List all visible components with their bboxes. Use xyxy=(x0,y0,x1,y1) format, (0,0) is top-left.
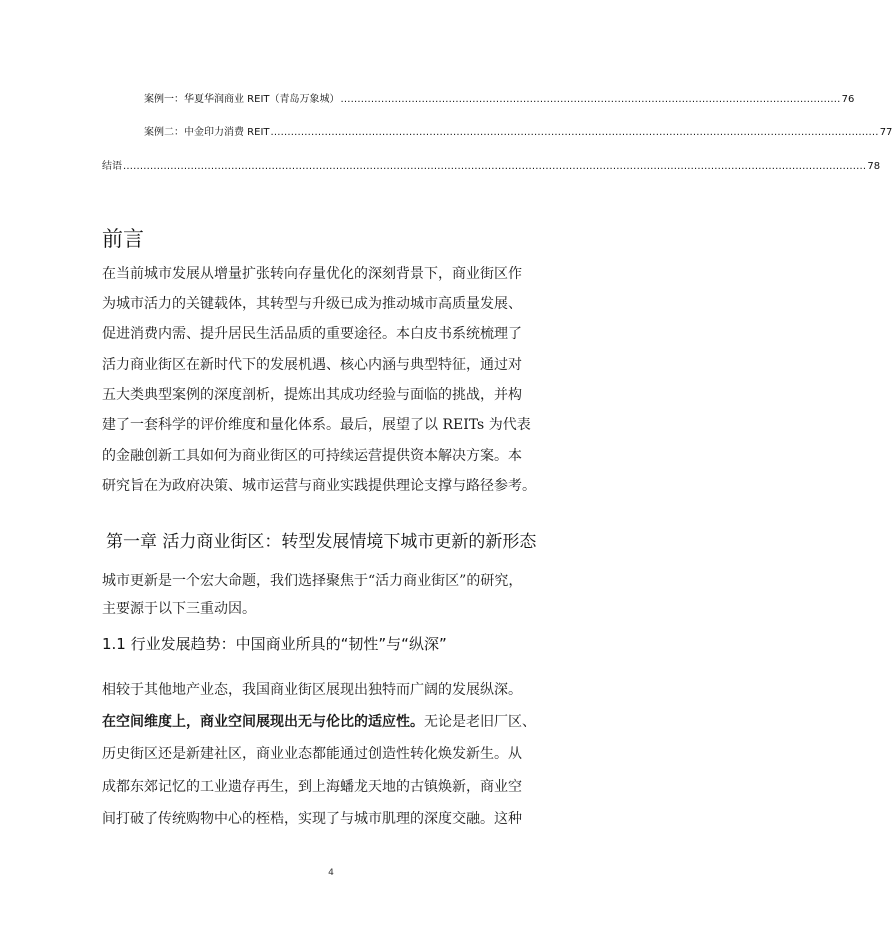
preface-line: 五大类典型案例的深度剖析，提炼出其成功经验与面临的挑战，并构 xyxy=(102,387,522,403)
toc-entry-label: 结语 xyxy=(102,161,122,172)
section-line: 相较于其他地产业态，我国商业街区展现出独特而广阔的发展纵深。 xyxy=(102,682,522,698)
section-line: 历史街区还是新建社区，商业业态都能通过创造性转化焕发新生。从 xyxy=(102,746,522,762)
section-line: 间打破了传统购物中心的桎梏，实现了与城市肌理的深度交融。这种 xyxy=(102,811,522,827)
preface-line: 在当前城市发展从增量扩张转向存量优化的深刻背景下，商业街区作 xyxy=(102,266,522,282)
section-line-mixed xyxy=(102,712,536,732)
toc-entry-conclusion[interactable] xyxy=(102,160,881,174)
preface-line: 研究旨在为政府决策、城市运营与商业实践提供理论支撑与路径参考。 xyxy=(102,478,536,494)
section-bold-phrase: 在空间维度上，商业空间展现出无与伦比的适应性。 xyxy=(102,714,424,730)
preface-line: 促进消费内需、提升居民生活品质的重要途径。本白皮书系统梳理了 xyxy=(102,326,522,342)
section-line-rest: 无论是老旧厂区、 xyxy=(424,714,536,730)
toc-entry-case-2[interactable] xyxy=(144,126,892,140)
preface-line: 为城市活力的关键载体，其转型与升级已成为推动城市高质量发展、 xyxy=(102,296,522,312)
preface-line: 建了一套科学的评价维度和量化体系。最后，展望了以 REITs 为代表 xyxy=(102,417,531,433)
toc-entry-page: 76 xyxy=(841,94,855,105)
toc-entry-page: 77 xyxy=(879,127,892,138)
preface-heading: 前言 xyxy=(102,227,144,251)
chapter-intro-line: 主要源于以下三重动因。 xyxy=(102,601,256,617)
toc-leader-dots: .................................................................................................................................................... xyxy=(340,94,841,105)
toc-leader-dots: ............................................................................................................................................................................................................................ xyxy=(123,161,867,172)
toc-entry-case-1[interactable] xyxy=(144,93,855,107)
toc-entry-page: 78 xyxy=(867,161,881,172)
section-heading: 1.1 行业发展趋势：中国商业所具的“韧性”与“纵深” xyxy=(102,635,447,653)
toc-entry-label: 案例一：华夏华润商业 REIT（青岛万象城） xyxy=(144,94,340,105)
section-line: 成都东郊记忆的工业遗存再生，到上海蟠龙天地的古镇焕新，商业空 xyxy=(102,779,522,795)
toc-entry-label: 案例二：中金印力消费 REIT xyxy=(144,127,270,138)
preface-line: 活力商业街区在新时代下的发展机遇、核心内涵与典型特征，通过对 xyxy=(102,357,522,373)
page-number: 4 xyxy=(328,868,334,878)
preface-line: 的金融创新工具如何为商业街区的可持续运营提供资本解决方案。本 xyxy=(102,448,522,464)
toc-leader-dots: .................................................................................................................................................................................... xyxy=(270,127,879,138)
chapter-heading: 第一章 活力商业街区：转型发展情境下城市更新的新形态 xyxy=(106,532,537,552)
chapter-intro-line: 城市更新是一个宏大命题，我们选择聚焦于“活力商业街区”的研究， xyxy=(102,573,523,589)
